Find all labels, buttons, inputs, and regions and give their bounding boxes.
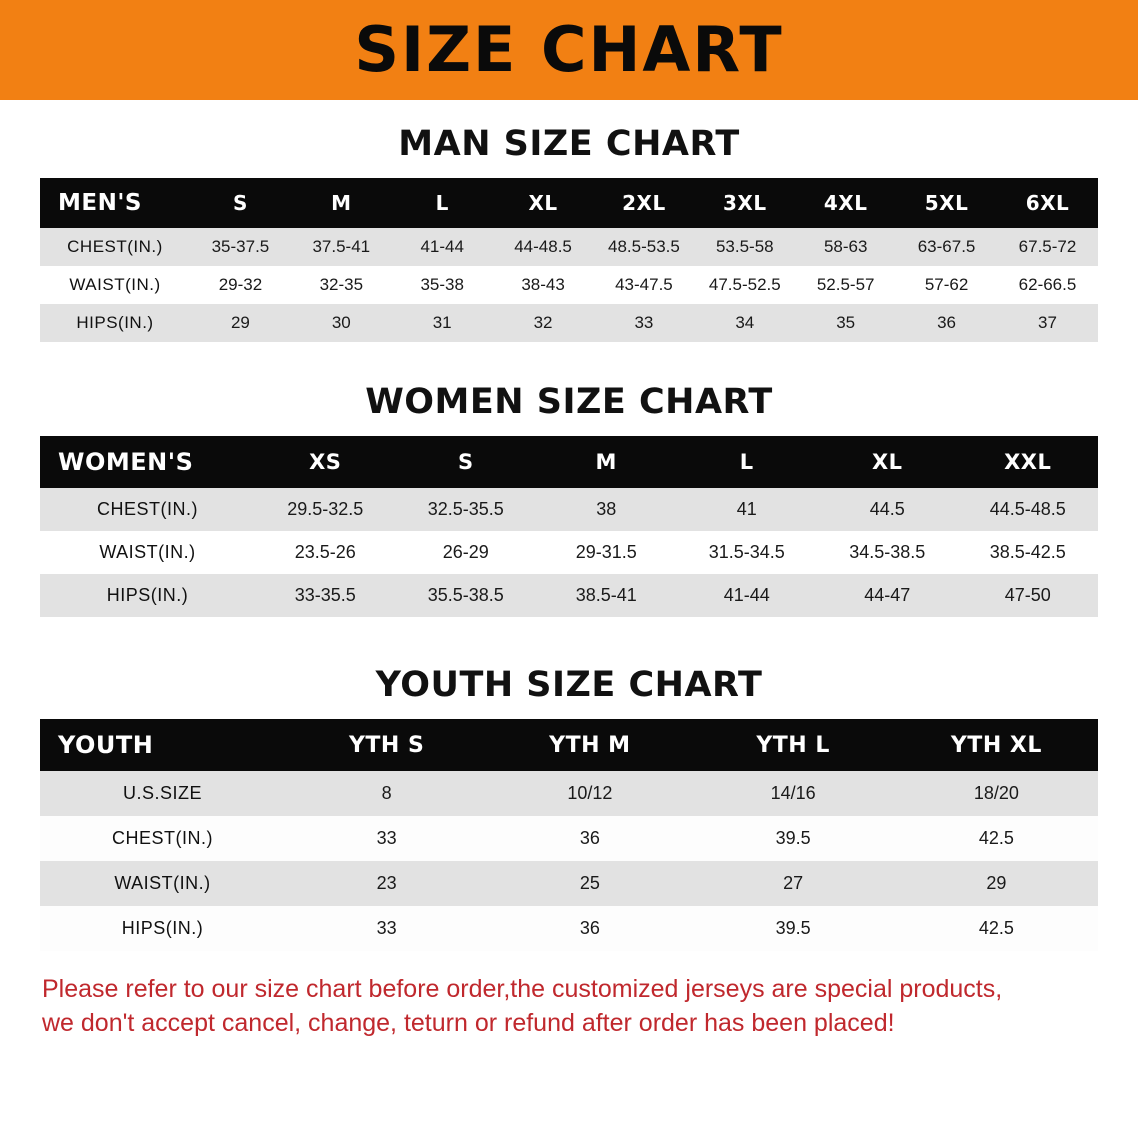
row-label: WAIST(IN.) [40,266,190,304]
cell: 52.5-57 [795,266,896,304]
cell: 53.5-58 [694,228,795,266]
cell: 37 [997,304,1098,342]
cell: 33 [285,816,488,861]
cell: 42.5 [895,906,1098,951]
col-header: XS [255,436,396,488]
cell: 47-50 [958,574,1099,617]
col-header: M [291,178,392,228]
row-label: CHEST(IN.) [40,488,255,531]
cell: 32-35 [291,266,392,304]
cell: 44-48.5 [493,228,594,266]
cell: 57-62 [896,266,997,304]
row-label: CHEST(IN.) [40,816,285,861]
cell: 37.5-41 [291,228,392,266]
cell: 41-44 [677,574,818,617]
man-section-title: MAN SIZE CHART [398,124,740,164]
cell: 35-38 [392,266,493,304]
row-label: HIPS(IN.) [40,304,190,342]
table-row [40,488,1098,531]
cell: 33 [594,304,695,342]
note-line-1: Please refer to our size chart before order,the customized jerseys are special products, [42,975,1003,1003]
cell: 47.5-52.5 [694,266,795,304]
row-label: WAIST(IN.) [40,531,255,574]
col-header: XXL [958,436,1099,488]
cell: 36 [896,304,997,342]
col-header: WOMEN'S [40,436,255,488]
cell: 32.5-35.5 [396,488,537,531]
table-row [40,816,1098,861]
col-header: XL [493,178,594,228]
table-header-row [40,436,1098,488]
row-label: WAIST(IN.) [40,861,285,906]
women-size-table [40,436,1098,617]
col-header: YOUTH [40,719,285,771]
youth-table-body [40,771,1098,951]
row-label: HIPS(IN.) [40,574,255,617]
cell: 38.5-42.5 [958,531,1099,574]
cell: 25 [488,861,691,906]
row-label: HIPS(IN.) [40,906,285,951]
cell: 8 [285,771,488,816]
cell: 41-44 [392,228,493,266]
women-section-title: WOMEN SIZE CHART [365,382,773,422]
cell: 38 [536,488,677,531]
cell: 42.5 [895,816,1098,861]
col-header: S [190,178,291,228]
cell: 29 [895,861,1098,906]
cell: 26-29 [396,531,537,574]
cell: 29 [190,304,291,342]
youth-section-title: YOUTH SIZE CHART [375,665,763,705]
col-header: MEN'S [40,178,190,228]
cell: 33 [285,906,488,951]
col-header: YTH S [285,719,488,771]
cell: 18/20 [895,771,1098,816]
col-header: YTH XL [895,719,1098,771]
cell: 14/16 [692,771,895,816]
table-row [40,304,1098,342]
youth-table-head [40,719,1098,771]
cell: 29.5-32.5 [255,488,396,531]
table-row [40,266,1098,304]
cell: 44-47 [817,574,958,617]
cell: 38-43 [493,266,594,304]
cell: 34.5-38.5 [817,531,958,574]
cell: 36 [488,906,691,951]
youth-size-table [40,719,1098,951]
cell: 30 [291,304,392,342]
man-table-body [40,228,1098,342]
col-header: L [677,436,818,488]
table-row [40,574,1098,617]
youth-table-wrap [40,719,1098,951]
cell: 67.5-72 [997,228,1098,266]
table-row [40,906,1098,951]
women-table-wrap [40,436,1098,617]
cell: 36 [488,816,691,861]
row-label: U.S.SIZE [40,771,285,816]
cell: 44.5-48.5 [958,488,1099,531]
cell: 31.5-34.5 [677,531,818,574]
table-row [40,861,1098,906]
man-table-head [40,178,1098,228]
table-header-row [40,719,1098,771]
man-table-wrap [40,178,1098,342]
col-header: XL [817,436,958,488]
banner-title: SIZE CHART [354,13,784,86]
cell: 63-67.5 [896,228,997,266]
cell: 34 [694,304,795,342]
table-header-row [40,178,1098,228]
col-header: YTH L [692,719,895,771]
cell: 43-47.5 [594,266,695,304]
women-table-head [40,436,1098,488]
col-header: M [536,436,677,488]
col-header: S [396,436,537,488]
col-header: 2XL [594,178,695,228]
cell: 35 [795,304,896,342]
cell: 10/12 [488,771,691,816]
col-header: 5XL [896,178,997,228]
cell: 39.5 [692,906,895,951]
table-row [40,228,1098,266]
cell: 23.5-26 [255,531,396,574]
cell: 38.5-41 [536,574,677,617]
cell: 29-31.5 [536,531,677,574]
cell: 41 [677,488,818,531]
col-header: L [392,178,493,228]
cell: 35.5-38.5 [396,574,537,617]
cell: 62-66.5 [997,266,1098,304]
cell: 23 [285,861,488,906]
cell: 33-35.5 [255,574,396,617]
cell: 48.5-53.5 [594,228,695,266]
disclaimer-note [42,973,1096,1041]
note-line-2: we don't accept cancel, change, teturn or refund after order has been placed! [42,1008,895,1037]
table-row [40,771,1098,816]
cell: 31 [392,304,493,342]
banner [0,0,1138,100]
cell: 27 [692,861,895,906]
table-row [40,531,1098,574]
cell: 29-32 [190,266,291,304]
col-header: YTH M [488,719,691,771]
cell: 35-37.5 [190,228,291,266]
women-table-body [40,488,1098,617]
cell: 32 [493,304,594,342]
cell: 44.5 [817,488,958,531]
cell: 39.5 [692,816,895,861]
cell: 58-63 [795,228,896,266]
man-size-table [40,178,1098,342]
col-header: 3XL [694,178,795,228]
row-label: CHEST(IN.) [40,228,190,266]
col-header: 6XL [997,178,1098,228]
col-header: 4XL [795,178,896,228]
